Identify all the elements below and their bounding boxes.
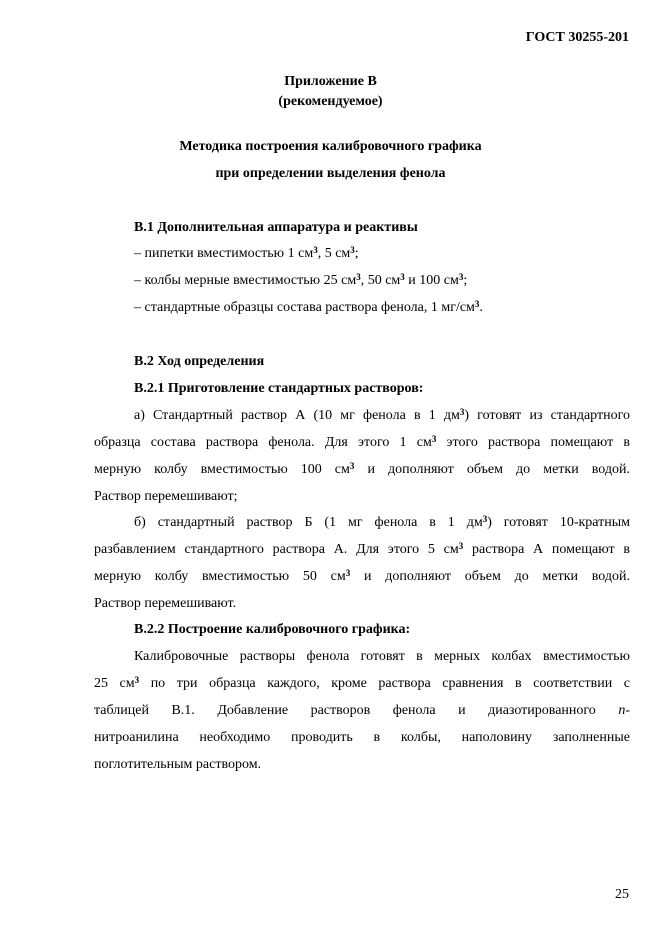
appendix-heading-line1: Методика построения калибровочного графика — [179, 139, 482, 154]
document-code: ГОСТ 30255-201 — [525, 30, 629, 45]
section-b2-heading: В.2 Ход определения — [134, 354, 265, 369]
section-b21-heading: В.2.1 Приготовление стандартных растворов: — [134, 381, 424, 396]
appendix-heading-line2: при определении выделения фенола — [215, 166, 446, 181]
paragraph-c-line: Калибровочные растворы фенола готовят в мерных колбах вместимостью — [134, 649, 630, 664]
list-item: – колбы мерные вместимостью 25 $см^3$, 50 $см^3$ и 100 $см^3$; — [134, 272, 468, 288]
paragraph-c-line: нитроанилина необходимо проводить в колбы, наполовину заполненные — [94, 730, 630, 745]
section-b22-heading: В.2.2 Построение калибровочного графика: — [134, 622, 411, 637]
paragraph-c-line: поглотительным раствором. — [94, 757, 262, 772]
section-b1-heading: В.1 Дополнительная аппаратура и реактивы — [134, 220, 418, 235]
paragraph-b-line: Раствор перемешивают. — [94, 596, 237, 611]
paragraph-b-line: мерную колбу вместимостью 50 $см^3$ и дополняют объем до метки водой. — [94, 568, 630, 584]
paragraph-a-line: мерную колбу вместимостью 100 $см^3$ и дополняют объем до метки водой. — [94, 461, 630, 477]
paragraph-c-line: 25 $см^3$ по три образца каждого, кроме раствора сравнения в соответствии с — [94, 675, 631, 691]
page-number: 25 — [615, 887, 629, 902]
appendix-title: Приложение В — [284, 74, 377, 89]
paragraph-a-line: а) Стандартный раствор А (10 мг фенола в 1 $дм^3$) готовят из стандартного — [134, 407, 630, 423]
appendix-status: (рекомендуемое) — [278, 94, 383, 109]
list-item: – стандартные образцы состава раствора фенола, 1 $мг/см^3$. — [134, 299, 483, 315]
paragraph-b-line: разбавлением стандартного раствора А. Для этого 5 $см^3$ раствора А помещают в — [94, 541, 630, 557]
paragraph-b-line: б) стандартный раствор Б (1 мг фенола в 1 $дм^3$) готовят 10-кратным — [134, 514, 631, 530]
paragraph-c-line: таблицей В.1. Добавление растворов фенола и диазотированного п- — [94, 703, 630, 718]
paragraph-a-line: образца состава раствора фенола. Для этого 1 $см^3$ этого раствора помещают в — [94, 434, 630, 450]
paragraph-a-line: Раствор перемешивают; — [94, 489, 238, 504]
list-item: – пипетки вместимостью 1 $см^3$, 5 $см^3$; — [134, 245, 359, 261]
